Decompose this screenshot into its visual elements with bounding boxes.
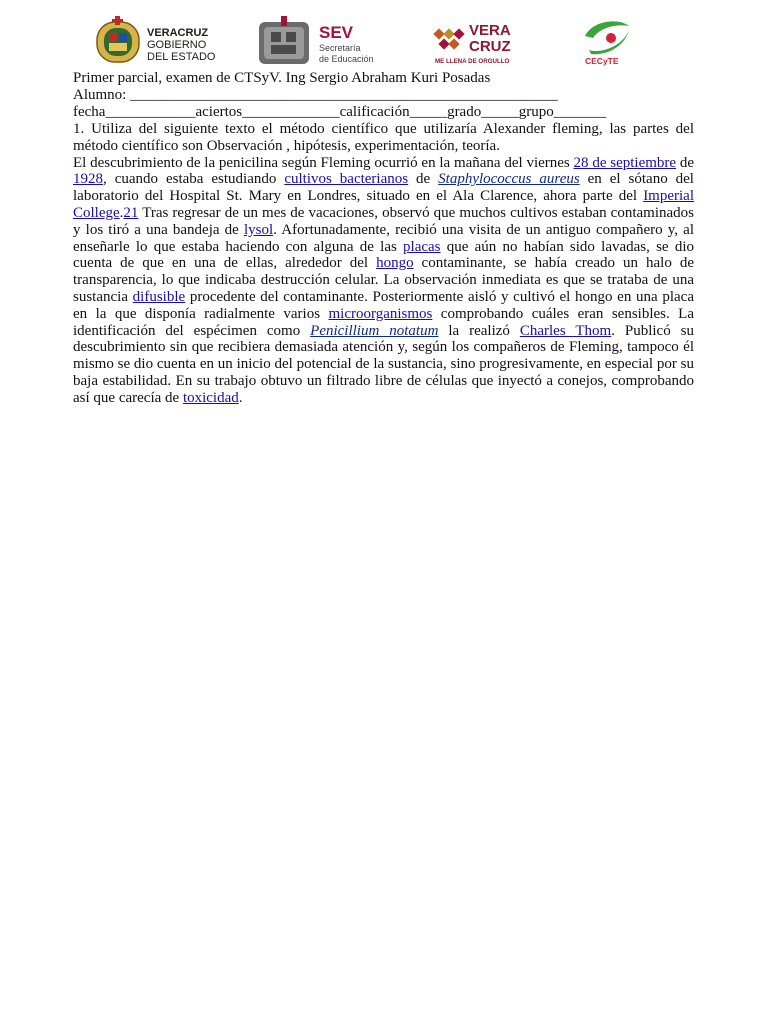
link-plates[interactable]: placas bbox=[403, 238, 441, 255]
sev-logo bbox=[257, 16, 393, 66]
veracruz-government-logo bbox=[95, 16, 230, 66]
veracruz-logo-line1: VERACRUZ bbox=[147, 27, 209, 39]
link-lysol[interactable]: lysol bbox=[244, 221, 274, 238]
exam-details-line: fecha____________aciertos_____________calificación_____grado_____grupo_______ bbox=[73, 104, 607, 120]
vera-cruz-line2: CRUZ bbox=[469, 38, 511, 55]
veracruz-logo-line2: GOBIERNO bbox=[147, 39, 207, 51]
coat-of-arms-icon bbox=[97, 16, 139, 62]
link-diffusible[interactable]: difusible bbox=[132, 288, 186, 305]
veracruz-logo-line3: DEL ESTADO bbox=[147, 51, 216, 63]
penicillin-passage bbox=[73, 155, 694, 407]
vera-cruz-tagline: ME LLENA DE ORGULLO bbox=[435, 58, 510, 65]
cecyte-logo bbox=[579, 16, 635, 66]
passage-text: de bbox=[408, 171, 439, 188]
link-charles-thom[interactable]: Charles Thom bbox=[519, 322, 612, 339]
passage-text: comprobando cuáles eran sensibles. La identificación del espécimen como bbox=[73, 305, 694, 339]
link-1928[interactable]: 1928 bbox=[73, 171, 103, 188]
passage-text: procedente del contaminante. Posteriormente aisló y cultivó el hongo en una placa en la que disponía radialmente varios bbox=[73, 288, 694, 322]
passage-text: contaminante, se había creado un halo de transparencia, lo que indicaba destrucción celular. La observación inmediata es que se trataba de una sustancia bbox=[73, 255, 694, 305]
sev-logo-title: SEV bbox=[319, 23, 354, 42]
vera-cruz-logo bbox=[433, 16, 525, 66]
link-penicillium-notatum[interactable] bbox=[310, 323, 438, 339]
link-bacterial-cultures[interactable]: cultivos bacterianos bbox=[284, 171, 409, 188]
exam-title: Primer parcial, examen de CTSyV. Ing Sergio Abraham Kuri Posadas bbox=[73, 70, 491, 86]
link-staphylococcus-aureus-text: Staphylococcus aureus bbox=[438, 171, 580, 188]
sev-logo-line2: de Educación bbox=[319, 54, 374, 64]
passage-text: Tras regresar de un mes de vacaciones, observó que muchos cultivos estaban contaminados y los tiró a una bandeja de bbox=[73, 204, 694, 238]
sev-shield-icon bbox=[259, 16, 309, 64]
link-toxicity[interactable]: toxicidad bbox=[182, 389, 239, 406]
link-penicillium-notatum-text: Penicillium notatum bbox=[310, 322, 439, 339]
link-imperial-college[interactable]: Imperial College bbox=[73, 188, 694, 221]
link-28-september[interactable]: 28 de septiembre bbox=[573, 154, 677, 171]
link-microorganisms[interactable]: microorganismos bbox=[328, 305, 433, 322]
passage-text: en el sótano del laboratorio del Hospital St. Mary en Londres, situado en el Ala Clarence, ahora parte del bbox=[73, 171, 694, 205]
document-page bbox=[73, 12, 694, 407]
vera-cruz-knot-icon bbox=[433, 28, 464, 49]
passage-text: . Publicó su descubrimiento sin que recibiera demasiada atención y, según los compañeros de Fleming, tampoco él mismo se dio cuenta en un inicio del potencial de la sustancia, sino progresivamente, en especial por su baja estabilidad. En su trabajo obtuvo un filtrado libre de células que inyectó a conejos, comprobando así que carecía de bbox=[73, 322, 694, 406]
cecyte-swoosh-icon bbox=[585, 21, 629, 54]
passage-text: , cuando estaba estudiando bbox=[103, 171, 285, 188]
student-name-line: Alumno: _________________________________________________________ bbox=[73, 87, 558, 103]
link-reference-21[interactable]: 21 bbox=[123, 204, 139, 221]
header-logos bbox=[73, 12, 694, 70]
passage-text: que aún no habían sido lavadas, se dio cuenta de que en una de ellas, alrededor del bbox=[73, 238, 694, 272]
question-instructions: 1. Utiliza del siguiente texto el método científico que utilizaría Alexander fleming, las partes del método científico son Observación , hipótesis, experimentación, teoría. bbox=[73, 121, 694, 154]
cecyte-logo-text: CECyTE bbox=[585, 56, 619, 66]
passage-text: . Afortunadamente, recibió una visita de un antiguo compañero y, al enseñarle lo que estaba haciendo con alguna de las bbox=[73, 221, 694, 255]
link-fungus[interactable]: hongo bbox=[376, 255, 414, 272]
vera-cruz-line1: VERA bbox=[469, 22, 511, 39]
passage-text: la realizó bbox=[438, 322, 520, 339]
passage-text: de bbox=[676, 154, 694, 171]
passage-text: El descubrimiento de la penicilina según Fleming ocurrió en la mañana del viernes bbox=[73, 154, 574, 171]
link-staphylococcus-aureus[interactable] bbox=[438, 171, 580, 187]
passage-text: . bbox=[238, 389, 243, 406]
sev-logo-line1: Secretaría bbox=[319, 43, 361, 53]
passage-text: . bbox=[119, 204, 124, 221]
